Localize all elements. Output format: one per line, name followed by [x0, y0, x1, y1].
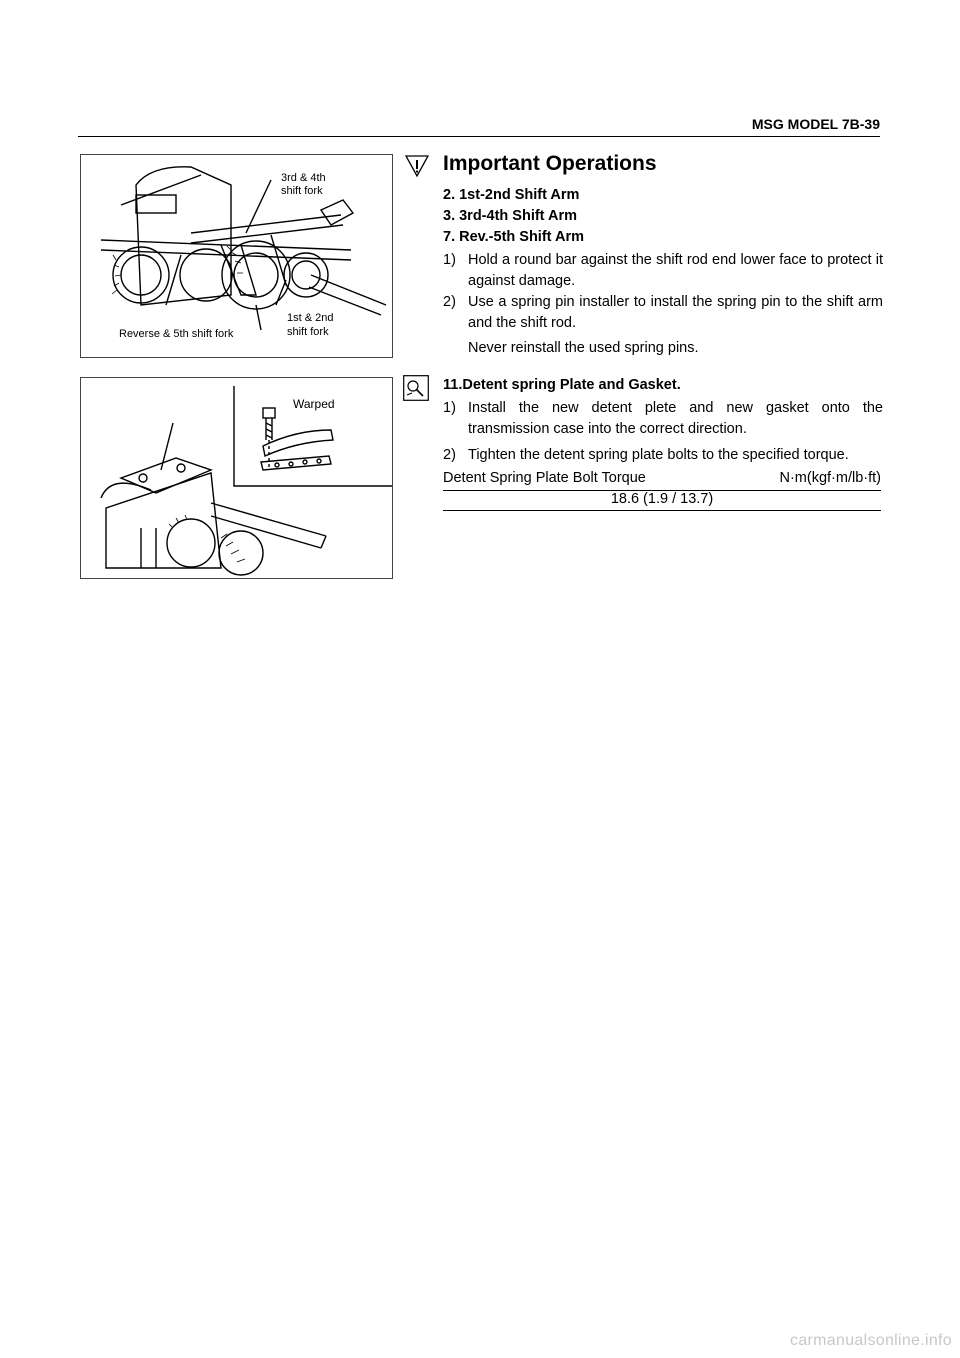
note-text: Never reinstall the used spring pins. [468, 340, 699, 356]
note-text: Use a spring pin installer to install the spring pin to the shift arm and the shift rod. [468, 294, 883, 331]
warning-icon [405, 155, 429, 182]
note-round-bar [443, 250, 883, 292]
note-tighten-bolts [443, 445, 883, 466]
watermark: carmanualsonline.info [790, 1332, 952, 1349]
detent-plate-illustration [81, 378, 392, 578]
note-text: Install the new detent plete and new gasket onto the transmission case into the correct direction. [468, 400, 883, 437]
torque-label: Detent Spring Plate Bolt Torque [443, 470, 646, 486]
label-3rd-4th-line1: 3rd & 4th [281, 172, 326, 184]
page-header-title: MSG MODEL 7B-39 [751, 116, 880, 132]
torque-table-header [443, 470, 881, 491]
note-text: Tighten the detent spring plate bolts to the specified torque. [468, 447, 849, 463]
section-title-detent-plate: 11.Detent spring Plate and Gasket. [443, 377, 681, 393]
step-rev-5th-shift-arm: 7. Rev.-5th Shift Arm [443, 229, 584, 245]
note-number: 1) [443, 252, 456, 268]
step-3rd-4th-shift-arm: 3. 3rd-4th Shift Arm [443, 208, 578, 224]
label-warped: Warped [293, 397, 335, 411]
page-header [78, 114, 880, 137]
label-1st-2nd-line1: 1st & 2nd [287, 312, 334, 324]
torque-value: 18.6 (1.9 / 13.7) [443, 491, 881, 511]
detent-plate-figure [80, 377, 393, 579]
note-spring-pin [443, 292, 883, 334]
inspect-icon [403, 375, 429, 406]
step-1st-2nd-shift-arm: 2. 1st-2nd Shift Arm [443, 187, 580, 203]
label-1st-2nd-line2: shift fork [287, 326, 329, 338]
note-install-detent [443, 398, 883, 440]
note-text: Hold a round bar against the shift rod end lower face to protect it against damage. [468, 252, 883, 289]
shift-fork-illustration [81, 155, 392, 357]
note-number: 1) [443, 400, 456, 416]
shift-fork-figure [80, 154, 393, 358]
note-number: 2) [443, 294, 456, 310]
torque-unit: N·m(kgf·m/lb·ft) [779, 470, 881, 486]
label-3rd-4th-line2: shift fork [281, 185, 323, 197]
note-number: 2) [443, 447, 456, 463]
label-rev-5th: Reverse & 5th shift fork [119, 328, 234, 340]
section-title-important-operations: Important Operations [443, 152, 657, 175]
note-never-reinstall [443, 338, 883, 359]
